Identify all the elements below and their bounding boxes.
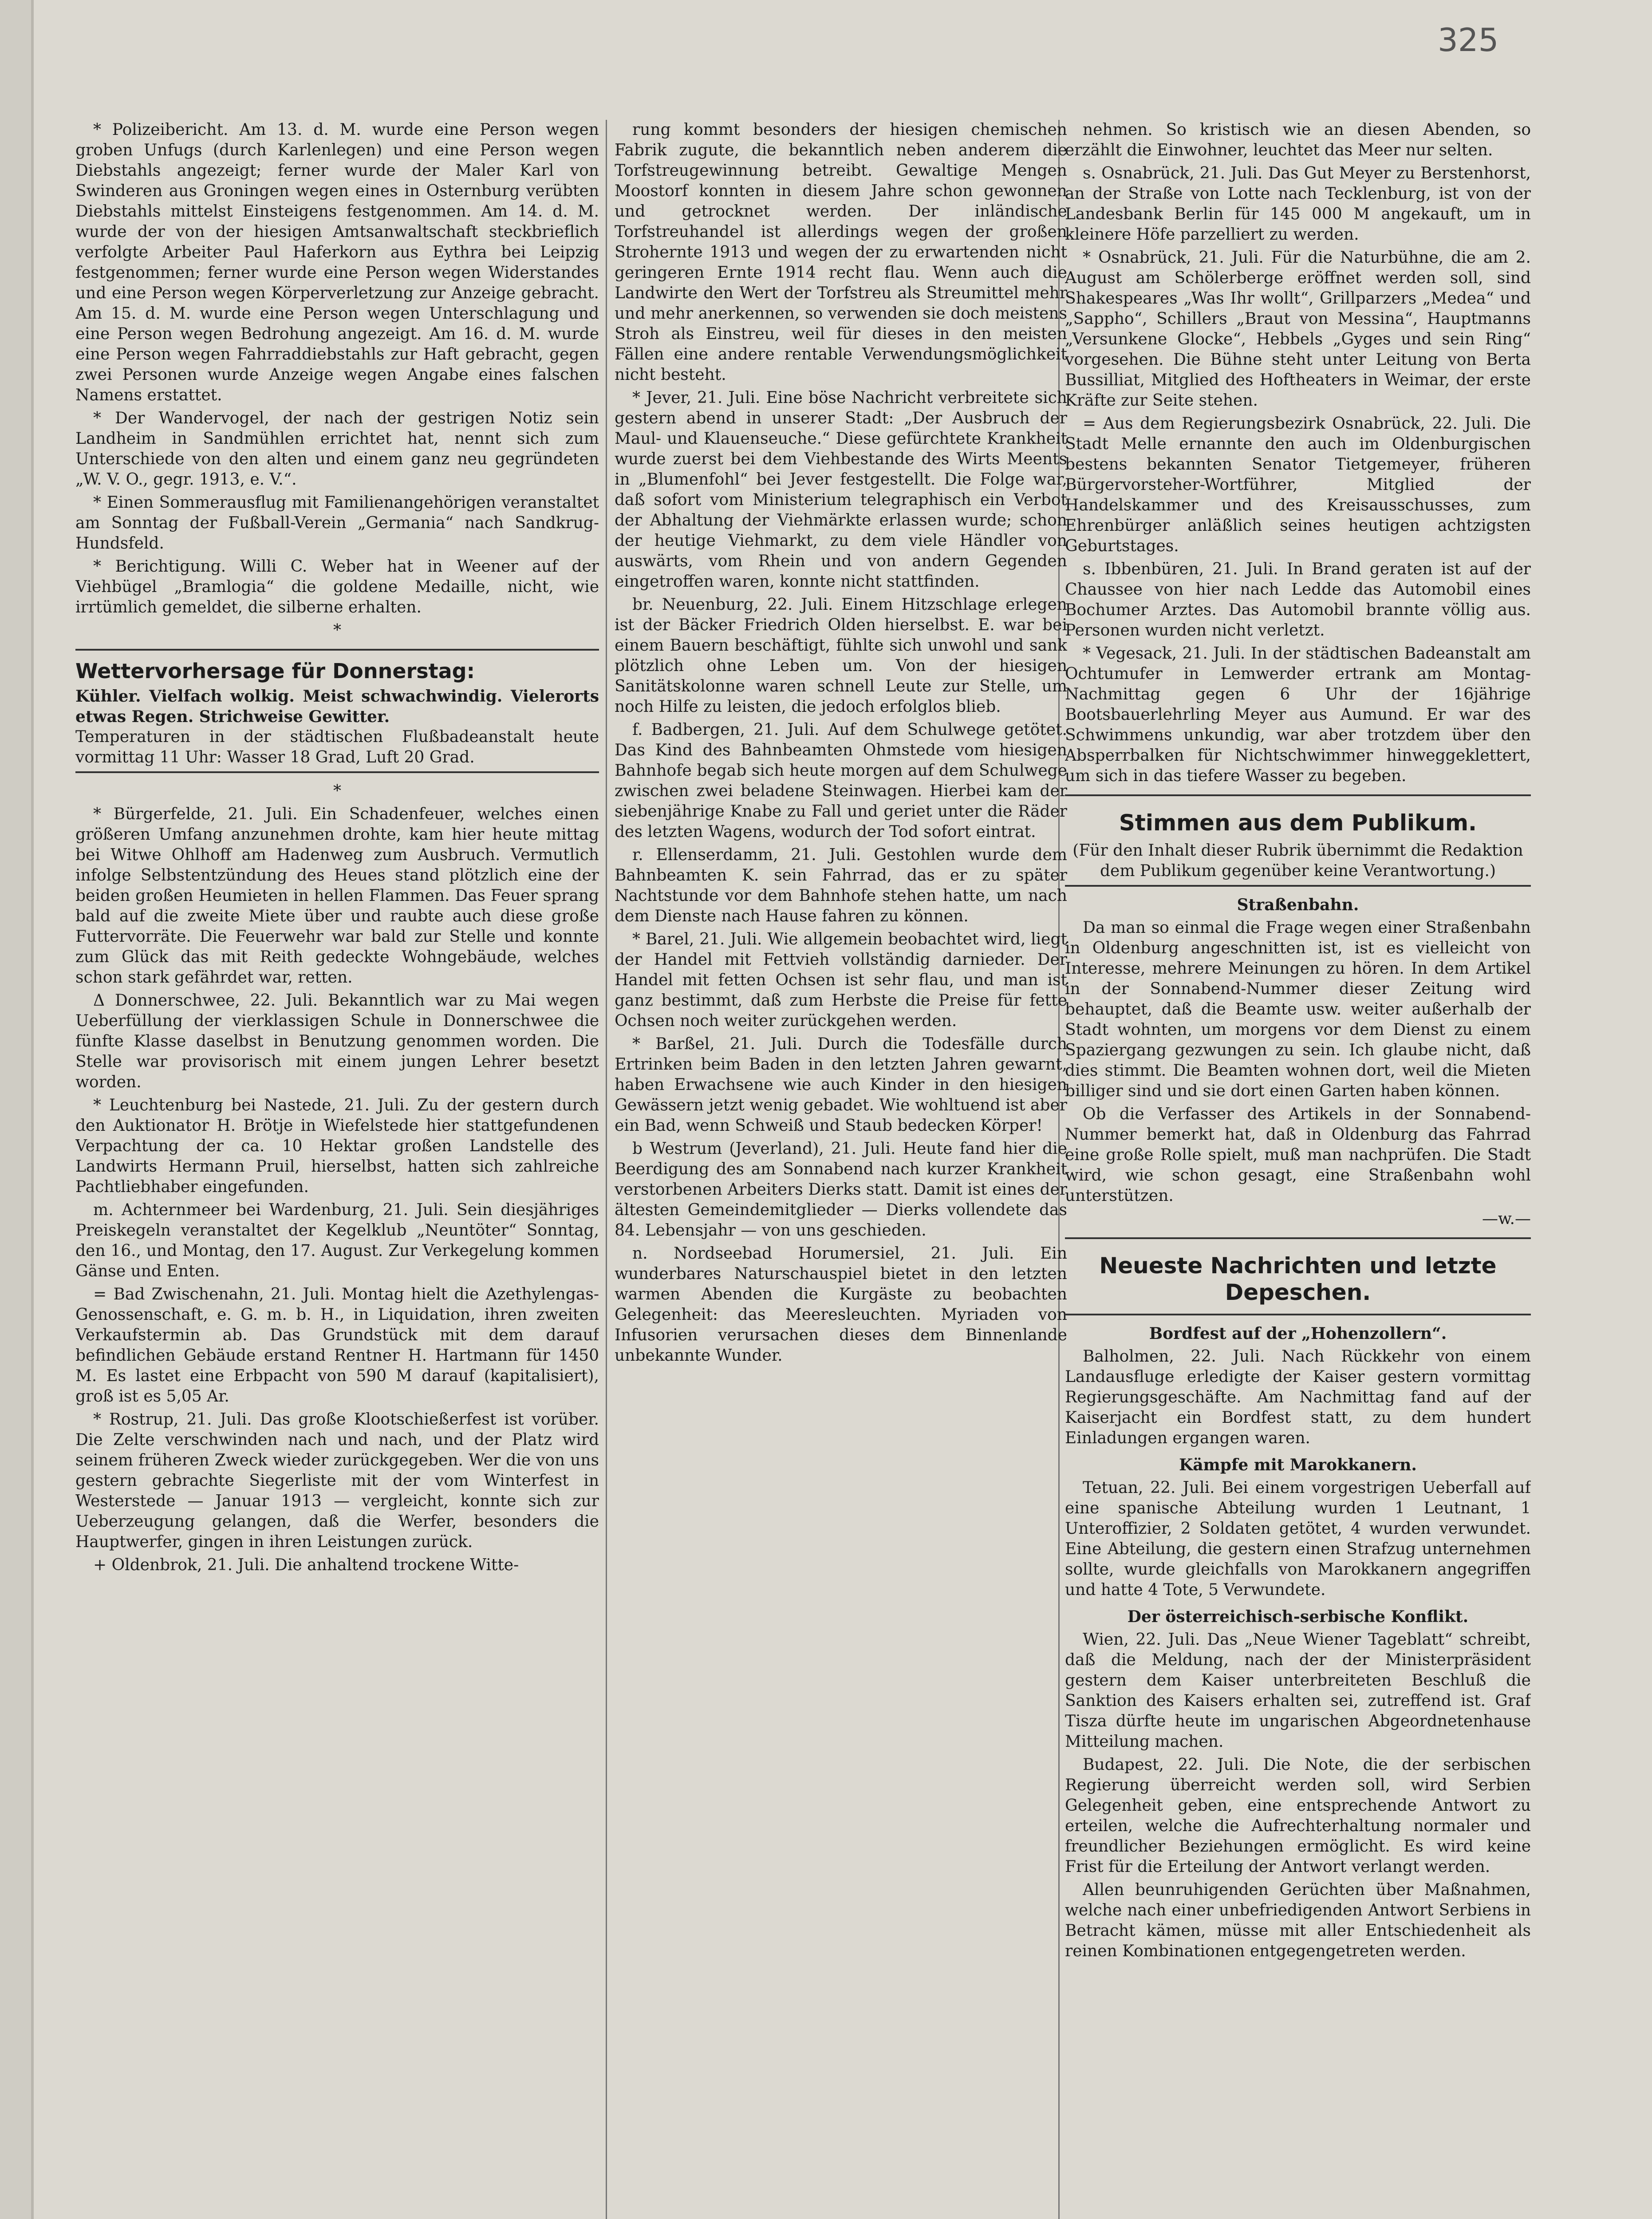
page-number: 325 <box>1438 21 1499 59</box>
column-1 <box>75 120 599 2219</box>
news-tetuan: Tetuan, 22. Juli. Bei einem vorgestrigen Ueberfall auf eine spanische Abteilung wurden 1 Leutnant, 1 Unteroffizier, 2 Soldaten getötet, 4 wurden verwundet. Eine Abteilung, die gestern einen Strafzug unternehmen sollte, wurde gleichfalls von Marokkanern angegriffen und hatte 4 Tote, 5 Verwundete. <box>1065 1479 1531 1599</box>
article-horumersiel: n. Nordseebad Horumersiel, 21. Juli. Ein wunderbares Naturschauspiel bietet in den letzten warmen Abenden die Kurgäste zu beobachten Gelegenheit: das Meeresleuchten. Myriaden von Infusorien verursachen dieses dem Binnenlande unbekannte Wunder. <box>615 1244 1067 1365</box>
austria-heading: Der österreichisch-serbische Konflikt. <box>1127 1607 1469 1626</box>
article-donnerschwee: Δ Donnerschwee, 22. Juli. Bekanntlich war zu Mai wegen Ueberfüllung der vierklassigen Schule in Donnerschwee die fünfte Klasse daselbst in Benutzung genommen worden. Die Stelle war provisorisch mit einem jungen Lehrer besetzt worden. <box>75 991 599 1091</box>
weather-temperatures: Temperaturen in der städtischen Flußbadeanstalt heute vormittag 11 Uhr: Wasser 18 Grad, Luft 20 Grad. <box>75 728 599 766</box>
article-vegesack: * Vegesack, 21. Juli. In der städtischen Badeanstalt am Ochtumufer in Lemwerder ertrank am Montag-Nachmittag gegen 6 Uhr der 16jährige Bootsbauerlehrling Meyer aus Aumund. Er war des Schwimmens unkundig, war aber trotzdem über den Absperrbalken für Nichtschwimmer hinweggeklettert, um sich in das tiefere Wasser zu begeben. <box>1065 644 1531 785</box>
article-ellenserdamm: r. Ellenserdamm, 21. Juli. Gestohlen wurde dem Bahnbeamten K. sein Fahrrad, das er zu später Nachtstunde vor dem Bahnhofe stehen hatte, um nach dem Dienste nach Hause fahren zu können. <box>615 846 1067 925</box>
article-barssel: * Barßel, 21. Juli. Durch die Todesfälle durch Ertrinken beim Baden in den letzten Jahren gewarnt, haben Erwachsene wie auch Kinder in den hiesigen Gewässern jetzt wenig gebadet. Wie wohltuend ist aber ein Bad, wenn Schweiß und Staub bedecken Körper! <box>615 1035 1067 1135</box>
article-chemical-factory: rung kommt besonders der hiesigen chemischen Fabrik zugute, die bekanntlich neben anderem die Torfstreugewinnung betreibt. Gewaltige Mengen Moostorf konnten in diesem Jahre schon gewonnen und getrocknet werden. Der inländische Torfstreuhandel ist allerdings wegen der großen Strohernte 1913 und wegen der zu erwartenden nicht geringeren Ernte 1914 recht flau. Wenn auch die Landwirte den Wert der Torfstreu als Streumittel mehr und mehr anerkennen, so verwenden sie doch meistens Stroh als Einstreu, weil für dieses in den meisten Fällen eine andere rentable Verwendungsmöglichkeit nicht besteht. <box>615 121 1067 384</box>
article-continuation: nehmen. So kristisch wie an diesen Abenden, so erzählt die Einwohner, leuchtet das Meer nur selten. <box>1065 121 1531 159</box>
article-westrum: b Westrum (Jeverland), 21. Juli. Heute fand hier die Beerdigung des am Sonnabend nach kurzer Krankheit verstorbenen Arbeiters Dierks statt. Damit ist eines der ältesten Gemeindemitglieder — Dierks vollendete das 84. Lebensjahr — von uns geschieden. <box>615 1140 1067 1240</box>
article-ibbenbueren: s. Ibbenbüren, 21. Juli. In Brand geraten ist auf der Chaussee von hier nach Ledde das Automobil eines Bochumer Arztes. Das Automobil brannte völlig aus. Personen wurden nicht verletzt. <box>1065 560 1531 640</box>
article-melle: = Aus dem Regierungsbezirk Osnabrück, 22. Juli. Die Stadt Melle ernannte den auch im Oldenburgischen bestens bekannten Senator Tietgemeyer, früheren Bürgervorsteher-Wortführer, Mitglied der Handelskammer und des Kreisausschusses, zum Ehrenbürger anläßlich seines heutigen achtzigsten Geburtstages. <box>1065 415 1531 555</box>
tram-heading: Straßenbahn. <box>1237 896 1359 914</box>
public-section-header <box>1065 794 1531 887</box>
separator-star: * <box>333 621 341 640</box>
article-wandervogel: * Der Wandervogel, der nach der gestrigen Notiz sein Landheim in Sandmühlen errichtet hat, nennt sich zum Unterschiede von den alten und einem ganz neu gegründeten „W. V. O., gegr. 1913, e. V.“. <box>75 409 599 489</box>
letter-signature: —w.— <box>1482 1210 1531 1228</box>
news-section-title: Neueste Nachrichten und letzte Depeschen. <box>1099 1253 1497 1305</box>
weather-forecast-text: Kühler. Vielfach wolkig. Meist schwachwindig. Vielerorts etwas Regen. Strichweise Gewitter. <box>75 687 599 726</box>
binding-gutter <box>0 0 34 2219</box>
article-osnabrueck-stage: * Osnabrück, 21. Juli. Für die Naturbühne, die am 2. August am Schölerberge eröffnet werden soll, sind Shakespeares „Was Ihr wollt“, Grillparzers „Medea“ und „Sappho“, Schillers „Braut von Messina“, Hauptmanns „Versunkene Glocke“, Hebbels „Gyges und sein Ring“ vorgesehen. Die Bühne steht unter Leitung von Berta Bussilliat, Mitglied des Hoftheaters in Weimar, der erste Kräfte zur Seite stehen. <box>1065 249 1531 410</box>
news-balholmen: Balholmen, 22. Juli. Nach Rückkehr von einem Landausfluge erledigte der Kaiser gestern vormittag Regierungsgeschäfte. Am Nachmittag fand auf der Kaiserjacht ein Bordfest statt, zu dem hundert Einladungen ergangen waren. <box>1065 1347 1531 1447</box>
article-neuenburg: br. Neuenburg, 22. Juli. Einem Hitzschlage erlegen ist der Bäcker Friedrich Olden hierselbst. E. war bei einem Bauern beschäftigt, fühlte sich unwohl und sank plötzlich ohne Leben um. Von der hiesigen Sanitätskolonne waren schnell Leute zur Stelle, um noch Hilfe zu leisten, die jedoch erfolglos blieb. <box>615 596 1067 716</box>
article-rostrup: * Rostrup, 21. Juli. Das große Klootschießerfest ist vorüber. Die Zelte verschwinden nach und nach, und der Platz wird seinem früheren Zweck wieder zurückgegeben. Wer die von uns gestern gebrachte Siegerliste mit der vom Winterfest in Westerstede — Januar 1913 — vergleicht, konnte sich zur Ueberzeugung gelangen, daß die Werfer, besonders die Hauptwerfer, gingen in ihren Leistungen zurück. <box>75 1410 599 1551</box>
article-osnabrueck-estate: s. Osnabrück, 21. Juli. Das Gut Meyer zu Berstenhorst, an der Straße von Lotte nach Tecklenburg, ist von der Landesbank Berlin für 145 000 M angekauft, um in kleinere Höfe parzelliert zu werden. <box>1065 164 1531 244</box>
article-buergerfelde: * Bürgerfelde, 21. Juli. Ein Schadenfeuer, welches einen größeren Umfang anzunehmen drohte, kam hier heute mittag bei Witwe Ohlhoff am Hadenweg zum Ausbruch. Vermutlich infolge Selbstentzündung des Heues stand plötzlich eine der beiden großen Heumieten in hellen Flammen. Das Feuer sprang bald auf die zweite Miete über und raubte auch diese große Futtervorräte. Die Feuerwehr war bald zur Stelle und konnte zum Glück das mit Reith gedeckte Wohngebäude, welches schon stark gefährdet war, retten. <box>75 805 599 987</box>
hohenzollern-heading: Bordfest auf der „Hohenzollern“. <box>1149 1324 1447 1343</box>
news-section-header <box>1065 1237 1531 1315</box>
column-rule-1 <box>606 120 607 2219</box>
letter-tram-2: Ob die Verfasser des Artikels in der Sonnabend-Nummer bemerkt hat, daß in Oldenburg das Fahrrad eine große Rolle spielt, muß man nachprüfen. Die Stadt wird, wie schon gesagt, eine Straßenbahn wohl unterstützen. <box>1065 1105 1531 1205</box>
column-2 <box>615 120 1067 2219</box>
article-badbergen: f. Badbergen, 21. Juli. Auf dem Schulwege getötet. Das Kind des Bahnbeamten Ohmstede vom hiesigen Bahnhofe begab sich heute morgen auf dem Schulwege zwischen zwei beladene Steinwagen. Hierbei kam der siebenjährige Knabe zu Fall und geriet unter die Räder des letzten Wagens, wodurch der Tod sofort eintrat. <box>615 721 1067 841</box>
article-correction: * Berichtigung. Willi C. Weber hat in Weener auf der Viehbügel „Bramlogia“ die goldene Medaille, nicht, wie irrtümlich gemeldet, die silberne erhalten. <box>75 557 599 616</box>
news-rumors: Allen beunruhigenden Gerüchten über Maßnahmen, welche nach einer unbefriedigenden Antwort Serbiens in Betracht kämen, müsse mit aller Entschiedenheit als reinen Kombinationen entgegengetreten werden. <box>1065 1881 1531 1960</box>
news-budapest: Budapest, 22. Juli. Die Note, die der serbischen Regierung überreicht werden soll, wird Serbien Gelegenheit geben, eine entsprechende Antwort zu erteilen, welche die Aufrechterhaltung normaler und freundlicher Beziehungen ermöglicht. Es wird keine Frist für die Erteilung der Antwort verlangt werden. <box>1065 1756 1531 1876</box>
public-section-note: (Für den Inhalt dieser Rubrik übernimmt die Redaktion dem Publikum gegenüber keine Verantwortung.) <box>1072 841 1523 880</box>
news-vienna: Wien, 22. Juli. Das „Neue Wiener Tageblatt“ schreibt, daß die Meldung, nach der der Ministerpräsident gestern dem Kaiser unterbreiteten Beschluß die Sanktion des Kaisers erhalten sei, zutreffend ist. Graf Tisza dürfte heute im ungarischen Abgeordnetenhause Mitteilung machen. <box>1065 1631 1531 1751</box>
article-achternmeer: m. Achternmeer bei Wardenburg, 21. Juli. Sein diesjähriges Preiskegeln veranstaltet der Kegelklub „Neuntöter“ Sonntag, den 16., und Montag, den 17. August. Zur Verkegelung kommen Gänse und Enten. <box>75 1201 599 1280</box>
separator-star: * <box>333 782 341 800</box>
public-section-title: Stimmen aus dem Publikum. <box>1119 810 1477 836</box>
letter-tram-1: Da man so einmal die Frage wegen einer Straßenbahn in Oldenburg angeschnitten ist, ist es vielleicht von Interesse, mehrere Meinungen zu hören. In dem Artikel in der Sonnabend-Nummer dieser Zeitung wird behauptet, daß die Beamte usw. weiter außerhalb der Stadt wohnten, um morgens vor dem Dienst zu einem Spaziergang gezwungen zu sein. Ich glaube nicht, daß dies stimmt. Die Beamten wohnen dort, weil die Mieten billiger sind und sie dort einen Garten haben können. <box>1065 919 1531 1100</box>
article-oldenbrok: + Oldenbrok, 21. Juli. Die anhaltend trockene Witte- <box>93 1556 519 1574</box>
article-barel: * Barel, 21. Juli. Wie allgemein beobachtet wird, liegt der Handel mit Fettvieh vollständig darnieder. Der Handel mit fetten Ochsen ist sehr flau, und man ist ganz bestimmt, daß zum Herbste die Preise für fette Ochsen noch weiter zurückgehen werden. <box>615 930 1067 1030</box>
morocco-heading: Kämpfe mit Marokkanern. <box>1179 1456 1417 1474</box>
article-summer-outing: * Einen Sommerausflug mit Familienangehörigen veranstaltet am Sonntag der Fußball-Verein „Germania“ nach Sandkrug-Hundsfeld. <box>75 494 599 553</box>
article-jever: * Jever, 21. Juli. Eine böse Nachricht verbreitete sich gestern abend in unserer Stadt: „Der Ausbruch der Maul- und Klauenseuche.“ Diese gefürchtete Krankheit wurde zuerst bei dem Viehbestande des Wirts Meents in „Blumenfohl“ bei Jever festgestellt. Die Folge war, daß sofort vom Ministerium telegraphisch ein Verbot der Abhaltung der Viehmärkte erlassen wurde; schon der heutige Viehmarkt, zu dem viele Händler von auswärts, vom Rhein und von andern Gegenden eingetroffen waren, konnte nicht stattfinden. <box>615 389 1067 591</box>
article-leuchtenburg: * Leuchtenburg bei Nastede, 21. Juli. Zu der gestern durch den Auktionator H. Brötje in Wiefelstede hier stattgefundenen Verpachtung der ca. 10 Hektar großen Landstelle des Landwirts Hermann Pruil, hierselbst, hatten sich zahlreiche Pachtliebhaber eingefunden. <box>75 1096 599 1196</box>
weather-forecast-title: Wettervorhersage für Donnerstag: <box>75 659 475 683</box>
article-police-report: * Polizeibericht. Am 13. d. M. wurde eine Person wegen groben Unfugs (durch Karlenlegen) und eine Person wegen Diebstahls angezeigt; ferner wurde der Maler Karl von Swinderen aus Groningen wegen eines in Osternburg verübten Diebstahls mittelst Einsteigens festgenommen. Am 14. d. M. wurde der von der hiesigen Amtsanwaltschaft steckbrieflich verfolgte Arbeiter Paul Haferkorn aus Eythra bei Leipzig festgenommen; ferner wurde eine Person wegen Widerstandes und eine Person wegen Körperverletzung zur Anzeige gebracht. Am 15. d. M. wurde eine Person wegen Unterschlagung und eine Person wegen Bedrohung angezeigt. Am 16. d. M. wurde eine Person wegen Fahrraddiebstahls zur Haft gebracht, gegen zwei Personen wurde Anzeige wegen Angabe eines falschen Namens erstattet. <box>75 121 599 404</box>
column-3 <box>1065 120 1531 2219</box>
weather-box <box>75 649 599 773</box>
article-bad-zwischenahn: = Bad Zwischenahn, 21. Juli. Montag hielt die Azethylengas-Genossenschaft, e. G. m. b. H., in Liquidation, ihren zweiten Verkaufstermin ab. Das Grundstück mit dem darauf befindlichen Gebäude erstand Rentner H. Hartmann für 1450 M. Es lastet eine Erbpacht von 590 M darauf (kapitalisiert), groß ist es 5,05 Ar. <box>75 1285 599 1406</box>
